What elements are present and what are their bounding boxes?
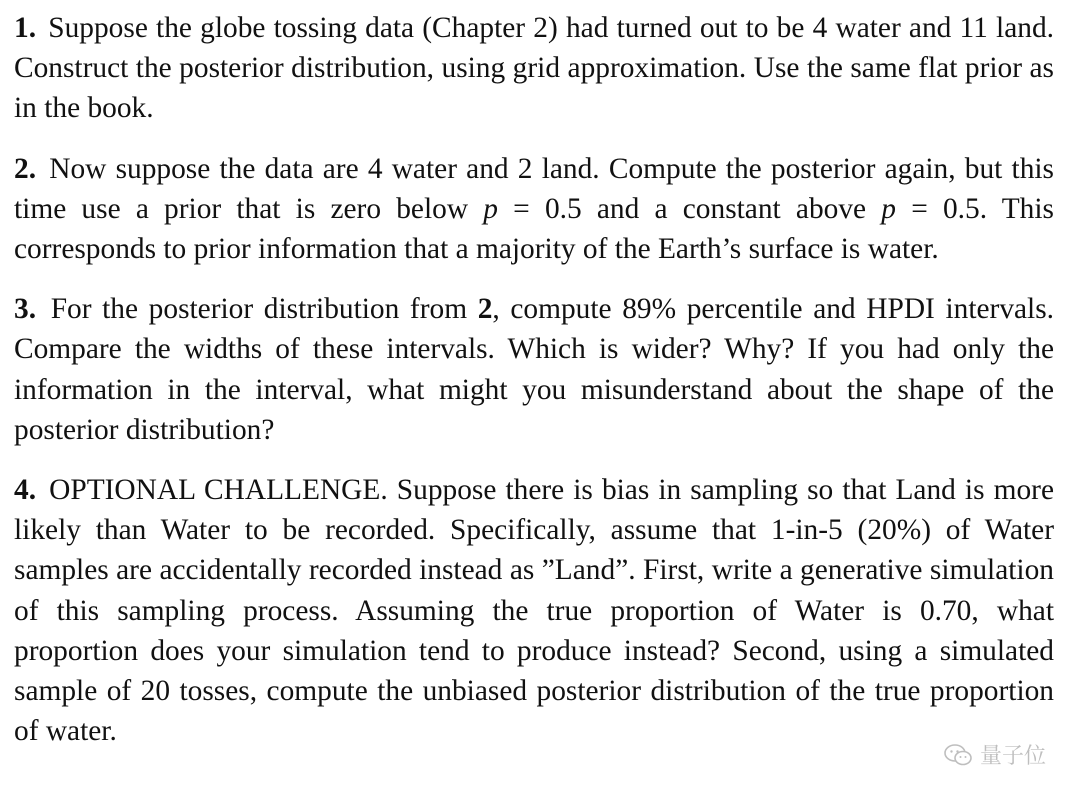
problem-number: 1.: [14, 12, 37, 44]
problem-4: [14, 470, 1054, 751]
problem-text: Suppose the globe tossing data (Chapter 2) had turned out to be 4 water and 11 land. Construct the posterior distribution, using grid approximation. Use the same flat prior as in the book.: [14, 12, 1054, 125]
problem-text: OPTIONAL CHALLENGE. Suppose there is bias in sampling so that Land is more likely than Water to be recorded. Specifically, assume that 1-in-5 (20%) of Water samples are accidentally recorded instead as ”Land”. First, write a generative simulation of this sampling process. Assuming the true proportion of Water is 0.70, what proportion does your simulation tend to produce instead? Second, using a simulated sample of 20 tosses, compute the unbiased posterior distribution of the true proportion of water.: [14, 474, 1054, 748]
problem-text: For the posterior distribution from: [50, 293, 478, 326]
problem-2: [14, 149, 1054, 270]
exercise-list: [14, 8, 1054, 771]
math-variable-p: p: [881, 192, 896, 225]
problem-text: = 0.5. This corresponds to prior information that a majority of the Earth’s surface is water.: [14, 192, 1054, 266]
wechat-icon: [944, 744, 972, 766]
problem-number: 4.: [14, 474, 37, 507]
problem-number: 3.: [14, 293, 37, 326]
watermark: [944, 739, 1046, 770]
watermark-text: 量子位: [979, 744, 1046, 769]
problem-reference: 2: [477, 293, 493, 326]
problem-text: , compute 89% percentile and HPDI intervals. Compare the widths of these intervals. Which is wider? Why? If you had only the information in the interval, what might you misunderstand about the shape of the posterior distribution?: [14, 293, 1055, 446]
problem-number: 2.: [14, 152, 37, 185]
problem-text: = 0.5 and a constant above: [497, 192, 882, 225]
problem-3: [14, 289, 1054, 450]
problem-1: [14, 8, 1054, 129]
problem-text: Now suppose the data are 4 water and 2 land. Compute the posterior again, but this time use a prior that is zero below: [14, 152, 1054, 225]
math-variable-p: p: [483, 192, 498, 225]
